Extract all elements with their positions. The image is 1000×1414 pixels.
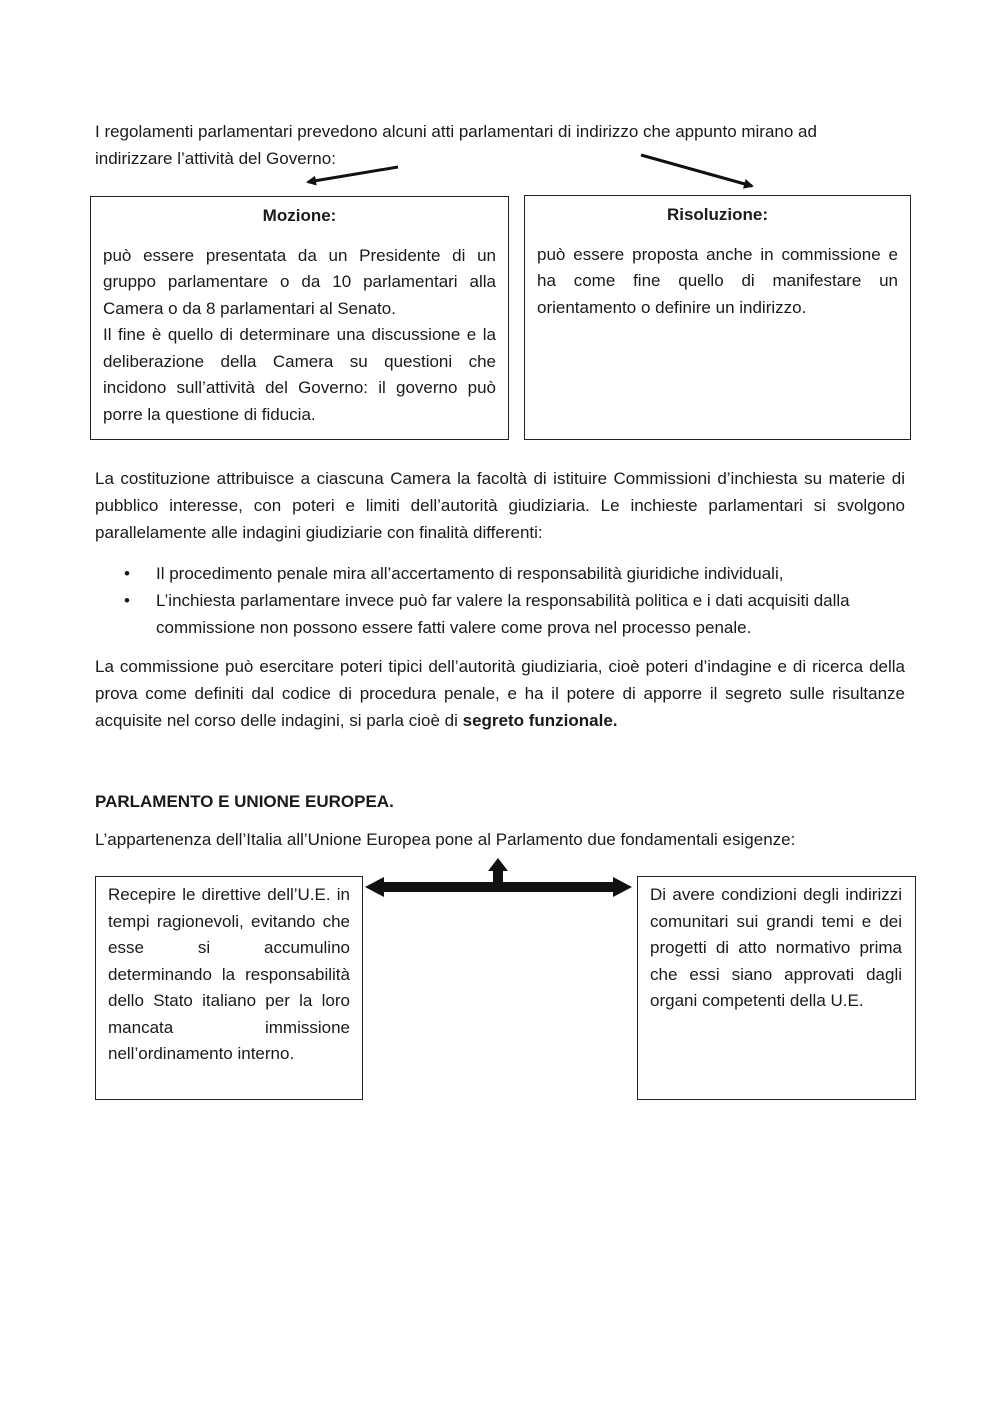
arrow-to-risoluzione — [641, 155, 752, 186]
risoluzione-box — [524, 195, 911, 440]
eu-intro: L’appartenenza dell’Italia all’Unione Europea pone al Parlamento due fondamentali esigenze: — [95, 830, 796, 849]
eu-left-text: Recepire le direttive dell’U.E. in tempi ragionevoli, evitando che esse si accumulino determinando la responsabilità dello Stato italiano per la loro mancata immissione nell’ordinamento interno. — [108, 885, 350, 1063]
segreto-funzionale: segreto funzionale. — [462, 711, 618, 730]
intro-line-1: I regolamenti parlamentari prevedono alcuni atti parlamentari di indirizzo che appunto mirano ad — [95, 122, 817, 141]
mozione-text-2: Il fine è quello di determinare una discussione e la deliberazione della Camera su questioni che incidono sull’attività del Governo: il governo può porre la questione di fiducia. — [103, 325, 496, 424]
intro-line-2: indirizzare l’attività del Governo: — [95, 149, 336, 168]
commissione-text: La commissione può esercitare poteri tipici dell’autorità giudiziaria, cioè poteri d’indagine e di ricerca della prova come definiti dal codice di procedura penale, e ha il potere di apporre il segreto sulle risultanze acquisite nel corso delle indagini, si parla cioè di — [95, 657, 905, 730]
list-item — [95, 587, 910, 641]
bullet-text: L’inchiesta parlamentare invece può far valere la responsabilità politica e i dati acquisiti dalla commissione non possono essere fatti valere come prova nel processo penale. — [156, 591, 850, 637]
mozione-box — [90, 196, 509, 440]
bullet-icon: • — [124, 591, 130, 610]
inchieste-bullets — [95, 560, 910, 641]
bullet-text: Il procedimento penale mira all’accertamento di responsabilità giuridiche individuali, — [156, 564, 784, 583]
mozione-text: può essere presentata da un Presidente di un gruppo parlamentare o da 10 parlamentari alla Camera o da 8 parlamentari al Senato. — [103, 245, 496, 318]
bullet-icon: • — [124, 564, 130, 583]
risoluzione-text: può essere proposta anche in commissione e ha come fine quello di manifestare un orientamento o definire un indirizzo. — [537, 244, 898, 317]
eu-right-text: Di avere condizioni degli indirizzi comunitari sui grandi temi e dei progetti di atto normativo prima che essi siano approvati dagli organi competenti della U.E. — [650, 885, 902, 1010]
commissione-paragraph — [95, 653, 905, 734]
risoluzione-title: Risoluzione: — [666, 205, 769, 224]
arrow-to-mozione — [308, 167, 398, 182]
mozione-title: Mozione: — [262, 206, 337, 225]
double-arrow-eu — [365, 858, 632, 897]
list-item — [95, 560, 910, 587]
section-heading-eu: PARLAMENTO E UNIONE EUROPEA. — [95, 792, 394, 811]
eu-right-box — [637, 876, 916, 1100]
eu-left-box — [95, 876, 363, 1100]
inchieste-paragraph: La costituzione attribuisce a ciascuna Camera la facoltà di istituire Commissioni d’inchiesta su materie di pubblico interesse, con poteri e limiti dell’autorità giudiziaria. Le inchieste parlamentari si svolgono parallelamente alle indagini giudiziarie con finalità differenti: — [95, 469, 905, 542]
